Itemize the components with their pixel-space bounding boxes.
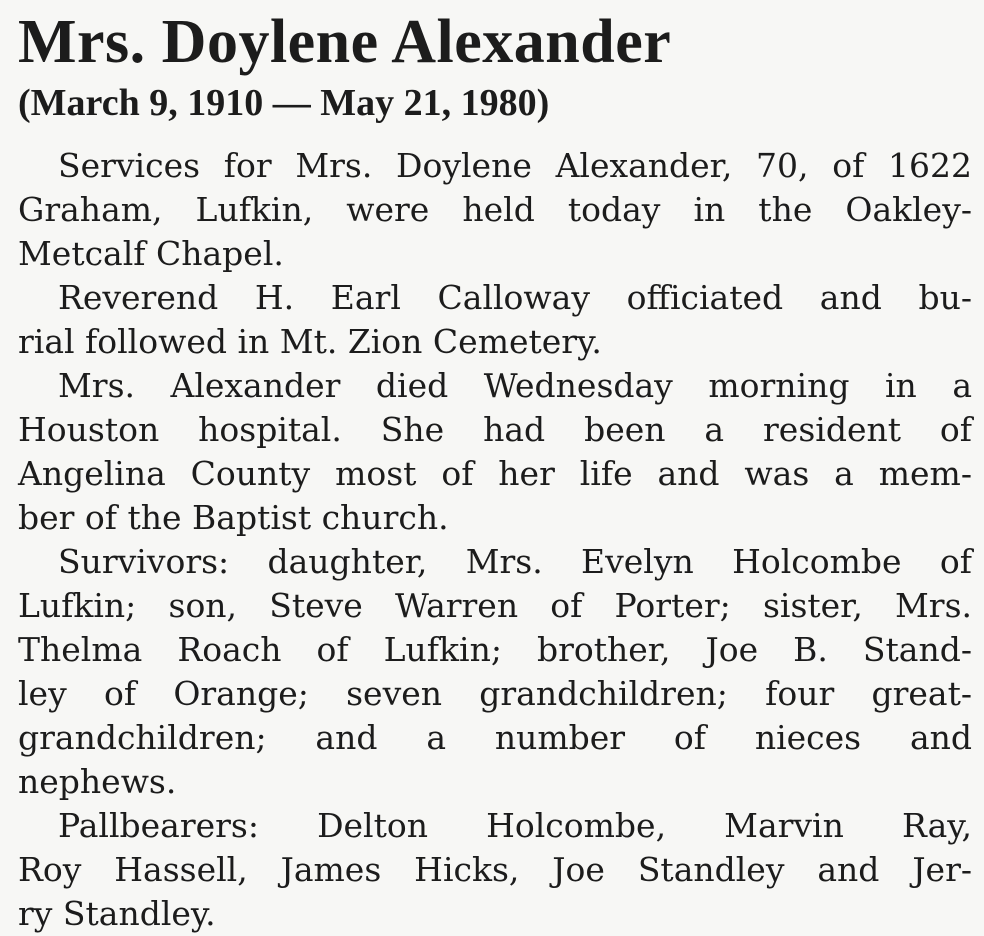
obituary-clipping [18, 0, 972, 936]
obituary-headline: Mrs. Doylene Alexander [18, 8, 672, 76]
body-line: Reverend H. Earl Calloway officiated and bu- [58, 278, 972, 317]
body-line: Pallbearers: Delton Holcombe, Marvin Ray, [58, 806, 972, 845]
body-line: grandchildren; and a number of nieces and [18, 718, 972, 757]
body-line: ley of Orange; seven grandchildren; four great- [18, 674, 972, 713]
body-line: Services for Mrs. Doylene Alexander, 70, of 1622 [58, 146, 972, 185]
body-line: Survivors: daughter, Mrs. Evelyn Holcombe of [58, 542, 972, 581]
body-line: Houston hospital. She had been a resident of [18, 410, 972, 449]
body-line: ry Standley. [18, 894, 216, 933]
body-line: Angelina County most of her life and was a mem- [18, 454, 972, 493]
body-line: Thelma Roach of Lufkin; brother, Joe B. Stand- [18, 630, 972, 669]
body-line: rial followed in Mt. Zion Cemetery. [18, 322, 602, 361]
body-line: Roy Hassell, James Hicks, Joe Standley and Jer- [18, 850, 972, 889]
body-line: ber of the Baptist church. [18, 498, 449, 537]
body-line: nephews. [18, 762, 177, 801]
body-line: Mrs. Alexander died Wednesday morning in a [58, 366, 972, 405]
life-dates: (March 9, 1910 — May 21, 1980) [18, 82, 550, 124]
body-line: Lufkin; son, Steve Warren of Porter; sister, Mrs. [18, 586, 972, 625]
body-line: Graham, Lufkin, were held today in the Oakley- [18, 190, 972, 229]
body-line: Metcalf Chapel. [18, 234, 284, 273]
obituary-body [18, 144, 972, 936]
